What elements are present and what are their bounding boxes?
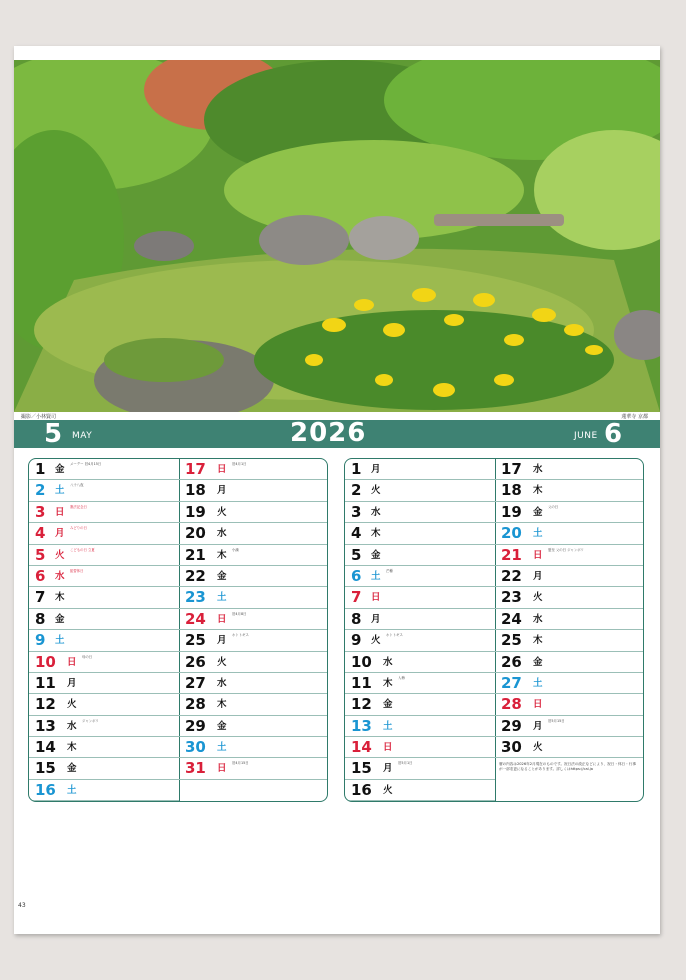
day-event: みどりの日 xyxy=(70,526,87,531)
day-number: 24 xyxy=(501,609,522,628)
day-number: 28 xyxy=(501,695,522,714)
day-number: 23 xyxy=(501,588,522,607)
day-number: 27 xyxy=(501,673,522,692)
weekday: 日 xyxy=(217,464,227,475)
day-number: 10 xyxy=(35,652,56,671)
weekday: 日 xyxy=(217,763,227,775)
day-number: 1 xyxy=(35,460,46,478)
weekday: 木 xyxy=(371,528,381,540)
garden-pond-photo xyxy=(14,60,660,412)
day-number: 30 xyxy=(501,738,522,757)
day-row xyxy=(179,758,328,779)
weekday: 水 xyxy=(371,506,381,518)
day-number: 20 xyxy=(185,524,206,543)
weekday: 日 xyxy=(55,506,65,518)
day-number: 25 xyxy=(185,631,206,650)
day-number: 6 xyxy=(35,566,46,585)
day-row xyxy=(345,502,495,523)
day-row xyxy=(179,480,328,501)
day-event: ジャンボリ xyxy=(82,718,99,723)
day-row xyxy=(495,523,644,544)
day-number: 11 xyxy=(351,673,372,692)
weekday: 日 xyxy=(383,742,393,754)
day-row xyxy=(29,694,179,715)
day-event: 父の日 xyxy=(548,504,559,509)
day-number: 20 xyxy=(501,524,522,543)
day-number: 21 xyxy=(185,545,206,564)
day-row xyxy=(29,737,179,758)
day-row xyxy=(345,737,495,758)
day-row xyxy=(495,652,644,673)
day-number: 6 xyxy=(351,566,362,585)
day-number: 24 xyxy=(185,609,206,628)
weekday: 水 xyxy=(383,656,393,668)
weekday: 火 xyxy=(371,635,381,647)
june-month-number: 6 xyxy=(604,419,623,449)
day-number: 27 xyxy=(185,673,206,692)
day-row xyxy=(495,609,644,630)
day-number: 16 xyxy=(351,780,372,799)
may-month-number: 5 xyxy=(44,419,63,449)
day-number: 28 xyxy=(185,695,206,714)
day-row xyxy=(495,737,644,758)
day-event: ホトトギス xyxy=(386,633,403,638)
weekday: 土 xyxy=(383,720,393,732)
photo-location: 蓮華寺 京都 xyxy=(621,414,648,420)
day-number: 23 xyxy=(185,588,206,607)
day-number: 15 xyxy=(35,759,56,778)
day-row xyxy=(345,545,495,566)
weekday: 金 xyxy=(533,506,543,518)
weekday: 金 xyxy=(371,549,381,561)
may-column-1 xyxy=(29,459,180,801)
weekday: 土 xyxy=(55,485,65,497)
weekday: 日 xyxy=(67,656,77,668)
day-number: 12 xyxy=(35,695,56,714)
weekday: 火 xyxy=(533,592,543,604)
weekday: 月 xyxy=(217,635,227,647)
day-row xyxy=(345,673,495,694)
day-event: 母の日 xyxy=(82,654,93,659)
day-row xyxy=(29,480,179,501)
weekday: 水 xyxy=(217,528,227,540)
weekday: 水 xyxy=(533,464,543,475)
day-row xyxy=(179,673,328,694)
day-row xyxy=(29,609,179,630)
weekday: 土 xyxy=(67,784,77,796)
day-number: 13 xyxy=(35,716,56,735)
weekday: 水 xyxy=(67,720,77,732)
day-number: 5 xyxy=(35,545,46,564)
weekday: 火 xyxy=(67,699,77,711)
day-number: 14 xyxy=(351,738,372,757)
weekday: 木 xyxy=(55,592,65,604)
weekday: 水 xyxy=(533,613,543,625)
day-number: 9 xyxy=(351,631,362,650)
photo-credit: 撮影／小林賢司 xyxy=(21,414,57,420)
june-column-1 xyxy=(345,459,496,801)
weekday: 火 xyxy=(533,742,543,754)
weekday: 木 xyxy=(67,742,77,754)
day-row xyxy=(29,758,179,779)
day-event: 振替休日 xyxy=(70,568,84,573)
day-event: 小満 xyxy=(232,547,239,552)
day-row xyxy=(179,587,328,608)
weekday: 土 xyxy=(217,742,227,754)
weekday: 金 xyxy=(55,613,65,625)
day-number: 9 xyxy=(35,631,46,650)
day-row xyxy=(495,459,644,480)
month-header-band xyxy=(14,420,660,448)
weekday: 金 xyxy=(217,570,227,582)
day-number: 3 xyxy=(351,502,362,521)
day-number: 22 xyxy=(501,566,522,585)
weekday: 火 xyxy=(383,784,393,796)
day-row xyxy=(179,523,328,544)
day-row xyxy=(345,694,495,715)
weekday: 土 xyxy=(55,635,65,647)
day-row xyxy=(29,523,179,544)
day-row xyxy=(345,459,495,480)
day-row xyxy=(29,545,179,566)
day-number: 3 xyxy=(35,502,46,521)
calendar-sheet xyxy=(14,46,660,934)
june-column-2 xyxy=(495,459,644,801)
day-number: 10 xyxy=(351,652,372,671)
day-number: 31 xyxy=(185,759,206,778)
day-number: 13 xyxy=(351,716,372,735)
day-row xyxy=(495,694,644,715)
day-row xyxy=(345,758,495,779)
weekday: 木 xyxy=(533,485,543,497)
weekday: 月 xyxy=(533,720,543,732)
day-number: 2 xyxy=(351,481,362,500)
may-column-2 xyxy=(179,459,328,801)
weekday: 火 xyxy=(55,549,65,561)
day-row xyxy=(179,609,328,630)
day-row xyxy=(495,673,644,694)
day-number: 21 xyxy=(501,545,522,564)
weekday: 木 xyxy=(383,677,393,689)
day-row xyxy=(345,652,495,673)
day-number: 26 xyxy=(185,652,206,671)
day-row xyxy=(495,716,644,737)
day-number: 18 xyxy=(185,481,206,500)
day-number: 4 xyxy=(35,524,46,543)
day-row xyxy=(179,566,328,587)
day-event: こどもの日 立夏 xyxy=(70,547,95,552)
day-row xyxy=(29,780,179,801)
weekday: 月 xyxy=(371,464,381,475)
day-row xyxy=(495,480,644,501)
weekday: 金 xyxy=(217,720,227,732)
day-row xyxy=(345,609,495,630)
day-row xyxy=(179,545,328,566)
day-row xyxy=(179,630,328,651)
day-number: 8 xyxy=(351,609,362,628)
weekday: 金 xyxy=(55,464,65,475)
day-number: 17 xyxy=(185,460,206,478)
day-row xyxy=(345,587,495,608)
day-event: 旧4月15日 xyxy=(232,761,249,766)
year-title: 2026 xyxy=(290,418,367,448)
day-row xyxy=(495,587,644,608)
day-event: ホトトギス xyxy=(232,633,249,638)
day-event: 旧4月8日 xyxy=(232,611,247,616)
weekday: 金 xyxy=(67,763,77,775)
day-row xyxy=(29,716,179,737)
weekday: 日 xyxy=(533,699,543,711)
june-calendar xyxy=(344,458,644,802)
weekday: 水 xyxy=(55,570,65,582)
weekday: 土 xyxy=(533,677,543,689)
day-row xyxy=(495,630,644,651)
weekday: 日 xyxy=(533,549,543,561)
day-event: 夏至 父の日 ジャンボリ xyxy=(548,547,584,552)
day-row xyxy=(495,566,644,587)
weekday: 土 xyxy=(217,592,227,604)
day-number: 19 xyxy=(501,502,522,521)
day-number: 25 xyxy=(501,631,522,650)
day-row xyxy=(495,502,644,523)
day-row xyxy=(29,459,179,480)
day-number: 12 xyxy=(351,695,372,714)
day-row xyxy=(29,652,179,673)
weekday: 月 xyxy=(67,677,77,689)
weekday: 日 xyxy=(217,613,227,625)
day-row xyxy=(29,630,179,651)
day-row xyxy=(179,502,328,523)
day-row xyxy=(179,694,328,715)
day-number: 29 xyxy=(185,716,206,735)
may-month-name: MAY xyxy=(72,431,93,441)
june-month-name: JUNE xyxy=(574,431,598,441)
day-number: 22 xyxy=(185,566,206,585)
weekday: 月 xyxy=(371,613,381,625)
day-number: 8 xyxy=(35,609,46,628)
day-event: 旧5月15日 xyxy=(548,718,565,723)
day-event: 憲法記念日 xyxy=(70,504,87,509)
day-number: 1 xyxy=(351,460,362,478)
day-number: 19 xyxy=(185,502,206,521)
day-row xyxy=(29,566,179,587)
day-event: 旧5月1日 xyxy=(398,761,413,766)
day-number: 4 xyxy=(351,524,362,543)
day-row xyxy=(179,716,328,737)
day-number: 26 xyxy=(501,652,522,671)
day-number: 7 xyxy=(35,588,46,607)
page-number: 43 xyxy=(18,902,26,909)
weekday: 金 xyxy=(383,699,393,711)
day-number: 11 xyxy=(35,673,56,692)
weekday: 月 xyxy=(383,763,393,775)
day-event: メーデー 旧4月15日 xyxy=(70,462,102,466)
day-row xyxy=(179,459,328,480)
day-number: 16 xyxy=(35,780,56,799)
day-event: 八十八夜 xyxy=(70,483,84,488)
day-row xyxy=(345,630,495,651)
day-row xyxy=(345,566,495,587)
weekday: 月 xyxy=(217,485,227,497)
day-row xyxy=(179,737,328,758)
day-row xyxy=(29,587,179,608)
weekday: 月 xyxy=(55,528,65,540)
weekday: 木 xyxy=(533,635,543,647)
day-number: 18 xyxy=(501,481,522,500)
day-row xyxy=(345,780,495,801)
day-number: 7 xyxy=(351,588,362,607)
weekday: 土 xyxy=(533,528,543,540)
weekday: 水 xyxy=(217,677,227,689)
weekday: 火 xyxy=(371,485,381,497)
weekday: 火 xyxy=(217,656,227,668)
weekday: 火 xyxy=(217,506,227,518)
day-number: 5 xyxy=(351,545,362,564)
day-row xyxy=(29,502,179,523)
day-number: 17 xyxy=(501,460,522,478)
day-row xyxy=(345,480,495,501)
weekday: 木 xyxy=(217,699,227,711)
day-number: 14 xyxy=(35,738,56,757)
day-row xyxy=(179,652,328,673)
day-number: 30 xyxy=(185,738,206,757)
day-number: 2 xyxy=(35,481,46,500)
weekday: 木 xyxy=(217,549,227,561)
day-event: 入梅 xyxy=(398,675,405,680)
weekday: 月 xyxy=(533,570,543,582)
day-event: 芒種 xyxy=(386,568,393,573)
day-row xyxy=(495,545,644,566)
day-row xyxy=(29,673,179,694)
day-event: 旧4月1日 xyxy=(232,462,247,466)
day-number: 15 xyxy=(351,759,372,778)
weekday: 金 xyxy=(533,656,543,668)
day-number: 29 xyxy=(501,716,522,735)
weekday: 土 xyxy=(371,570,381,582)
day-row xyxy=(345,523,495,544)
may-calendar xyxy=(28,458,328,802)
calendar-note: 暦の内容は2026年2月現在のものです。祝日法の改正などにより、祝日・休日・行事が一部変更になることがあります。詳しくはhttps://cal.ja xyxy=(499,762,636,772)
weekday: 日 xyxy=(371,592,381,604)
day-row xyxy=(345,716,495,737)
